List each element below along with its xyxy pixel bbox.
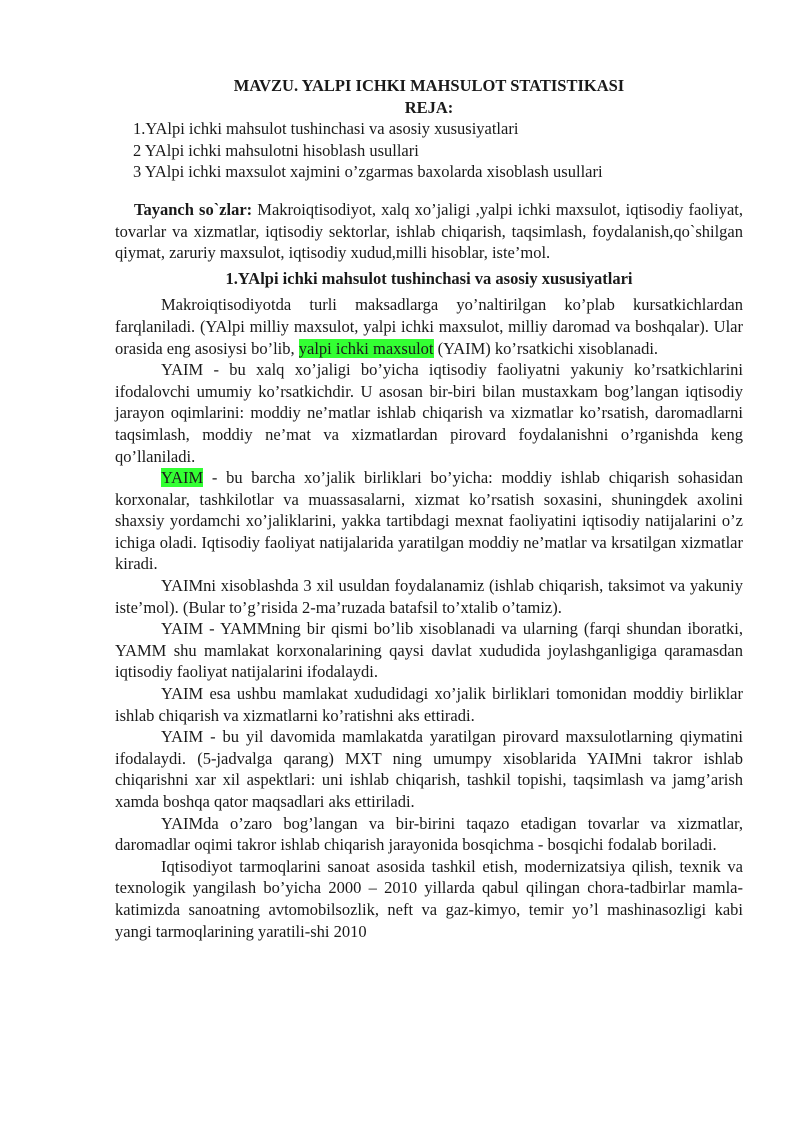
keywords-label: Tayanch so`zlar: [134, 199, 253, 219]
paragraph-text: - bu barcha xo’jalik birliklari bo’yicha: moddiy ishlab chiqarish sohasidan korxonalar, tashkilotlar va muassasalarni, xizmat ko’rsatish soxasini, shuningdek axolini shaxsiy yordamchi xo’jaliklarini, yakka tartibdagi mexnat faoliyatini iqtisodiy natijalarini o’z ichiga oladi. Iqtisodiy faoliyat natijalarida yaratilgan moddiy ne’matlar va krsatilgan xizmatlar kiradi. [115, 468, 743, 574]
plan-heading: REJA: [404, 97, 454, 117]
section-heading: 1.YAlpi ichki mahsulot tushinchasi va asosiy xususiyatlari [225, 268, 633, 288]
paragraph-7: YAIM - bu yil davomida mamlakatda yaratilgan pirovard maxsulotlarning qiymatini ifodalaydi. (5-jadvalga qarang) MXT ning umumpy xisoblarida YAIMni takror ishlab chiqarishni xar xil aspektlari: uni ishlab chiqarish, tashkil topishi, taqsimlash va jamg’arish xamda boshqa qator maqsadlari aks ettiriladi. [115, 727, 743, 811]
paragraph-4: YAIMni xisoblashda 3 xil usuldan foydalanamiz (ishlab chiqarish, taksimot va yakuniy iste’mol). (Bular to’g’risida 2-ma’ruzada batafsil to’xtalib o’tamiz). [115, 576, 743, 617]
document-page [115, 75, 743, 942]
paragraph-1 [115, 294, 743, 359]
plan-list [133, 118, 743, 183]
keywords-text: Makroiqtisodiyot, xalq xo’jaligi ,yalpi ichki maxsulot, iqtisodiy faoliyat, tovarlar va xizmatlar, iqtisodiy sektorlar, ishlab chiqarish, taqsimlash, foydalanish,qo`shilgan qiymat, zaruriy maxsulot, iqtisodiy xudud,milli hisoblar, iste’mol. [115, 199, 744, 263]
highlighted-term: yalpi ichki maxsulot [298, 338, 434, 358]
paragraph-text: Makroiqtisodiyotda turli maksadlarga yo’naltirilgan ko’plab kursatkichlardan farqlaniladi. (YAlpi milliy maxsulot, yalpi ichki maxsulot, milliy daromad va boshqalar). Ular orasida eng asosiysi bo’lib, [115, 295, 743, 358]
paragraph-8: YAIMda o’zaro bog’langan va bir-birini taqazo etadigan tovarlar va xizmatlar, daromadlar oqimi takror ishlab chiqarish jarayonida bosqichma - bosqichi fodalab boriladi. [115, 813, 743, 855]
paragraph-3 [115, 467, 743, 575]
spacer [115, 183, 743, 199]
document-title: MAVZU. YALPI ICHKI MAHSULOT STATISTIKASI [233, 76, 625, 95]
keywords-paragraph [115, 199, 743, 264]
paragraph-6: YAIM esa ushbu mamlakat xududidagi xo’jalik birliklari tomonidan moddiy birliklar ishlab chiqarish va xizmatlarni ko’ratishni aks ettiradi. [115, 684, 743, 725]
paragraph-5: YAIM - YAMMning bir qismi bo’lib xisoblanadi va ularning (farqi shundan iboratki, YAMM shu mamlakat korxonalarining qaysi davlat xududida joylashganligiga qaramasdan iqtisodiy faoliyat natijalarini ifodalaydi. [115, 619, 743, 682]
paragraph-9: Iqtisodiyot tarmoqlarini sanoat asosida tashkil etish, modernizatsiya qilish, texnik va texnologik yangilash bo’yicha 2000 – 2010 yillarda qabul qilingan chora-tadbirlar mamla-katimizda sanoatning avtomobilsozlik, neft va gaz-kimyo, temir yo’l mashinasozligi kabi yangi tarmoqlarining yaratili-shi 2010 [115, 856, 743, 941]
paragraph-text: (YAIM) ko’rsatkichi xisoblanadi. [433, 338, 659, 358]
highlighted-term: YAIM [161, 468, 204, 488]
plan-item: 2 YAlpi ichki mahsulotni hisoblash usullari [133, 140, 419, 160]
plan-item: 3 YAlpi ichki maxsulot xajmini o’zgarmas baxolarda xisoblash usullari [133, 162, 603, 182]
paragraph-2: YAIM - bu xalq xo’jaligi bo’yicha iqtisodiy faoliyatni yakuniy ko’rsatkichlarini ifodalovchi umumiy ko’rsatkichdir. U asosan bir-biri bilan mustaxkam bog’langan iqtisodiy jarayon oqimlarini: moddiy ne’matlar ishlab chiqarish va xizmatlar ko’rsatish, daromadlarni taqsimlash, moddiy ne’mat va xizmatlardan pirovard foydalanishni o’rganishda keng qo’llaniladi. [115, 360, 743, 466]
plan-item: 1.YAlpi ichki mahsulot tushinchasi va asosiy xususiyatlari [133, 119, 519, 139]
